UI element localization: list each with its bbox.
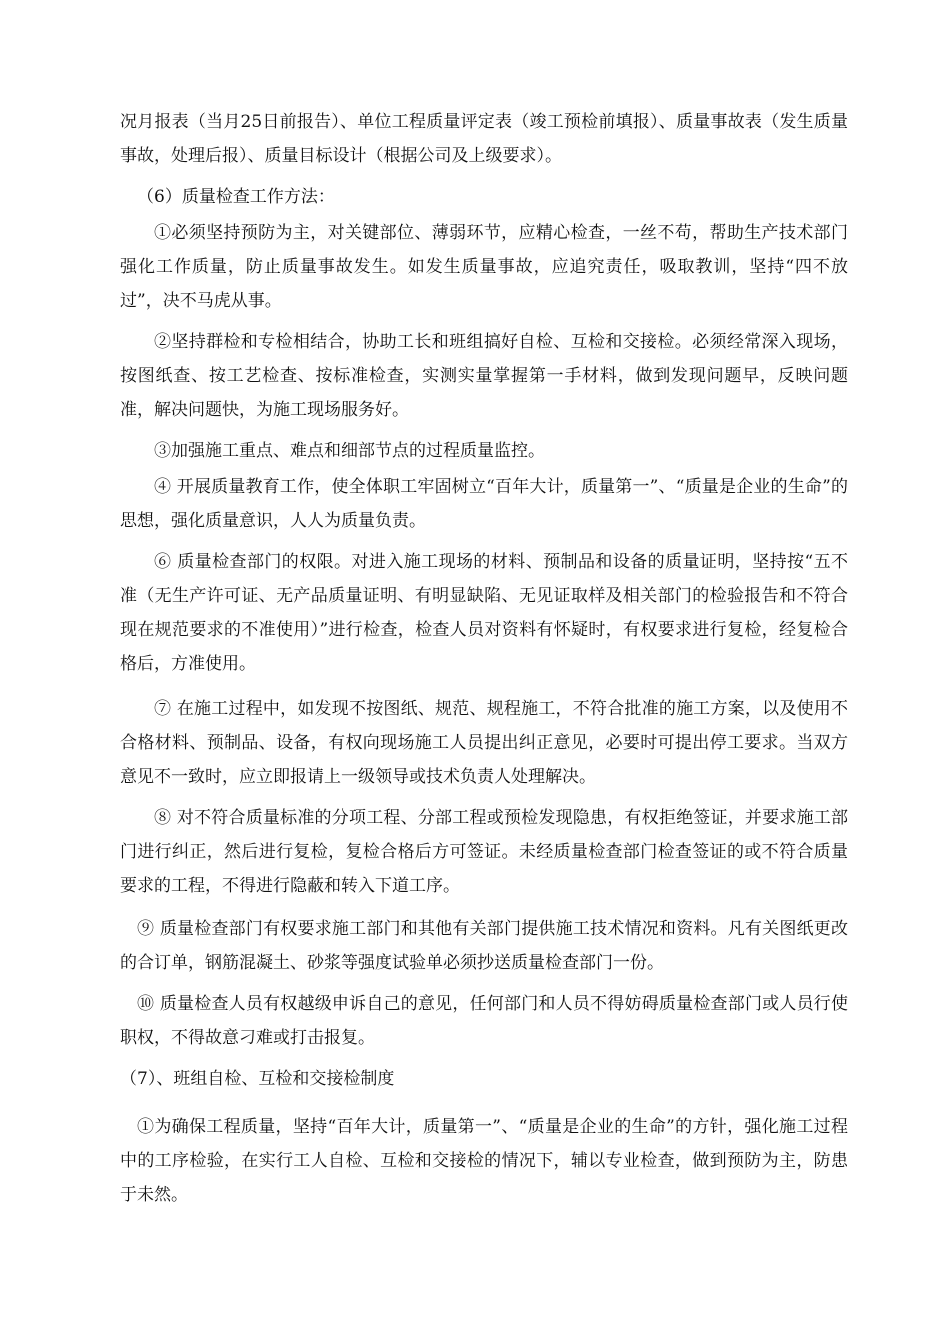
- section-heading-6: （6）质量检查工作方法：: [137, 187, 335, 207]
- paragraph-item-9: ⑨ 质量检查部门有权要求施工部门和其他有关部门提供施工技术情况和资料。凡有关图纸更改的合订单，钢筋混凝土、砂浆等强度试验单必须抄送质量检查部门一份。: [120, 919, 848, 973]
- paragraph-report-list: 况月报表（当月25日前报告）、单位工程质量评定表（竣工预检前填报）、质量事故表（发生质量事故，处理后报）、质量目标设计（根据公司及上级要求）。: [120, 112, 848, 166]
- paragraph-item-4: ④ 开展质量教育工作，使全体职工牢固树立“百年大计，质量第一”、“质量是企业的生命”的思想，强化质量意识，人人为质量负责。: [120, 477, 848, 531]
- paragraph-item-3: ③加强施工重点、难点和细部节点的过程质量监控。: [154, 441, 545, 461]
- paragraph-item-6: ⑥ 质量检查部门的权限。对进入施工现场的材料、预制品和设备的质量证明，坚持按“五不准（无生产许可证、无产品质量证明、有明显缺陷、无见证取样及相关部门的检验报告和不符合现在规范要求的不准使用）”进行检查，检查人员对资料有怀疑时，有权要求进行复检，经复检合格后，方准使用。: [120, 552, 848, 674]
- paragraph-item-7: ⑦ 在施工过程中，如发现不按图纸、规范、规程施工，不符合批准的施工方案，以及使用不合格材料、预制品、设备，有权向现场施工人员提出纠正意见，必要时可提出停工要求。当双方意见不一致时，应立即报请上一级领导或技术负责人处理解决。: [120, 699, 848, 787]
- paragraph-item-1: ①必须坚持预防为主，对关键部位、薄弱环节，应精心检查，一丝不苟，帮助生产技术部门强化工作质量，防止质量事故发生。如发生质量事故，应追究责任，吸取教训，坚持“四不放过”，决不马虎从事。: [120, 223, 848, 311]
- paragraph-item-2: ②坚持群检和专检相结合，协助工长和班组搞好自检、互检和交接检。必须经常深入现场，按图纸查、按工艺检查、按标准检查，实测实量掌握第一手材料，做到发现问题早，反映问题准，解决问题快，为施工现场服务好。: [120, 332, 848, 420]
- paragraph-item-10: ⑩ 质量检查人员有权越级申诉自己的意见，任何部门和人员不得妨碍质量检查部门或人员行使职权，不得故意刁难或打击报复。: [120, 994, 848, 1048]
- section-heading-7: （7）、班组自检、互检和交接检制度: [120, 1069, 395, 1089]
- paragraph-section7-item-1: ①为确保工程质量，坚持“百年大计，质量第一”、“质量是企业的生命”的方针，强化施工过程中的工序检验，在实行工人自检、互检和交接检的情况下，辅以专业检查，做到预防为主，防患于未然。: [120, 1117, 848, 1205]
- paragraph-item-8: ⑧ 对不符合质量标准的分项工程、分部工程或预检发现隐患，有权拒绝签证，并要求施工部门进行纠正，然后进行复检，复检合格后方可签证。未经质量检查部门检查签证的或不符合质量要求的工程，不得进行隐蔽和转入下道工序。: [120, 808, 848, 896]
